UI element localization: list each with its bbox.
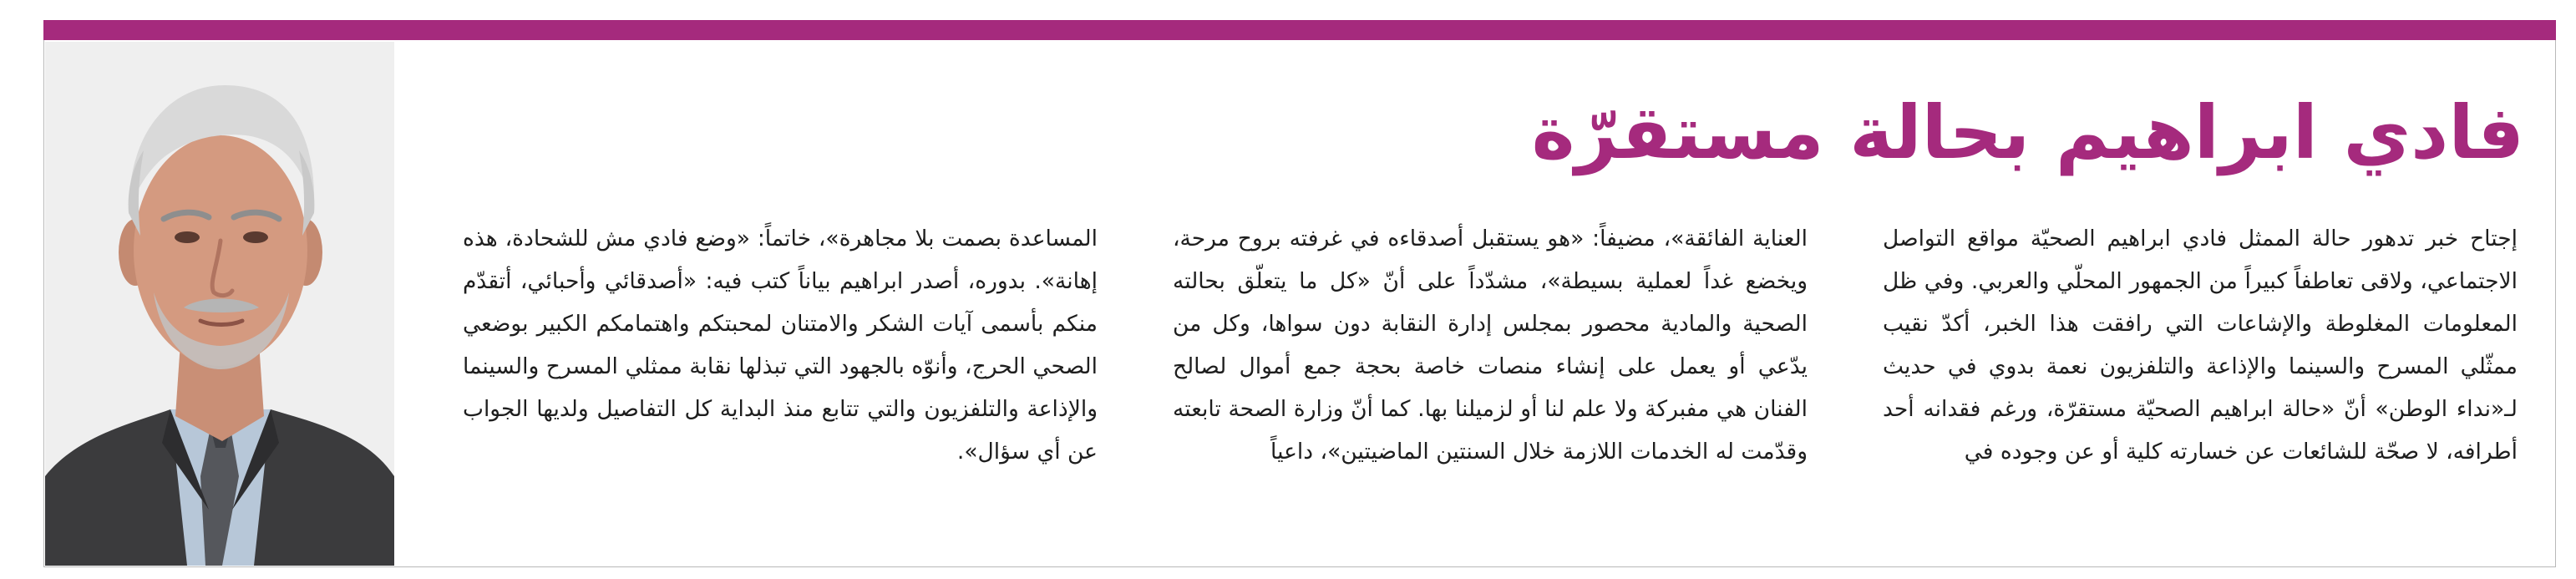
accent-top-bar [43,20,2556,40]
article-body [463,217,2518,560]
article-column-2: العناية الفائقة»، مضيفاً: «هو يستقبل أصدقاءه في غرفته بروح مرحة، ويخضع غداً لعملية بسيطة»، مشدّداً على أنّ «كل ما يتعلّق بحالته الصحية والمادية محصور بمجلس إدارة النقابة دون سواها، وكل من يدّعي أو يعمل على إنشاء منصات خاصة بحجة جمع أموال لصالح الفنان هي مفبركة ولا علم لنا أو لزميلنا بها. كما أنّ وزارة الصحة تابعته وقدّمت له الخدمات اللازمة خلال السنتين الماضيتين»، داعياً [1173,226,1808,465]
article-headline: فادي ابراهيم بحالة مستقرّة [1531,89,2524,175]
portrait-photo [45,42,394,566]
article-column-1: إجتاح خبر تدهور حالة الممثل فادي ابراهيم الصحيّة مواقع التواصل الاجتماعي، ولاقى تعاطفاً كبيراً من الجمهور المحلّي والعربي. وفي ظل المعلومات المغلوطة والإشاعات التي رافقت هذا الخبر، أكدّ نقيب ممثّلي المسرح والسينما والإذاعة والتلفزيون نعمة بدوي في حديث لـ«نداء الوطن» أنّ «حالة ابراهيم الصحيّة مستقرّة، ورغم فقدانه أحد أطرافه، لا صحّة للشائعات عن خسارته كلية أو عن وجوده في [1883,226,2518,465]
portrait-illustration [45,42,394,566]
article-column-3: المساعدة بصمت بلا مجاهرة»، خاتماً: «وضع فادي مش للشحادة، هذه إهانة». بدوره، أصدر ابراهيم بياناً كتب فيه: «أصدقائي وأحبائي، أتقدّم منكم بأسمى آيات الشكر والامتنان لمحبتكم واهتمامكم الكبير بوضعي الصحي الحرج، وأنوّه بالجهود التي تبذلها نقابة ممثلي المسرح والسينما والإذاعة والتلفزيون والتي تتابع منذ البداية كل التفاصيل ولديها الجواب عن أي سؤال». [463,226,1098,465]
